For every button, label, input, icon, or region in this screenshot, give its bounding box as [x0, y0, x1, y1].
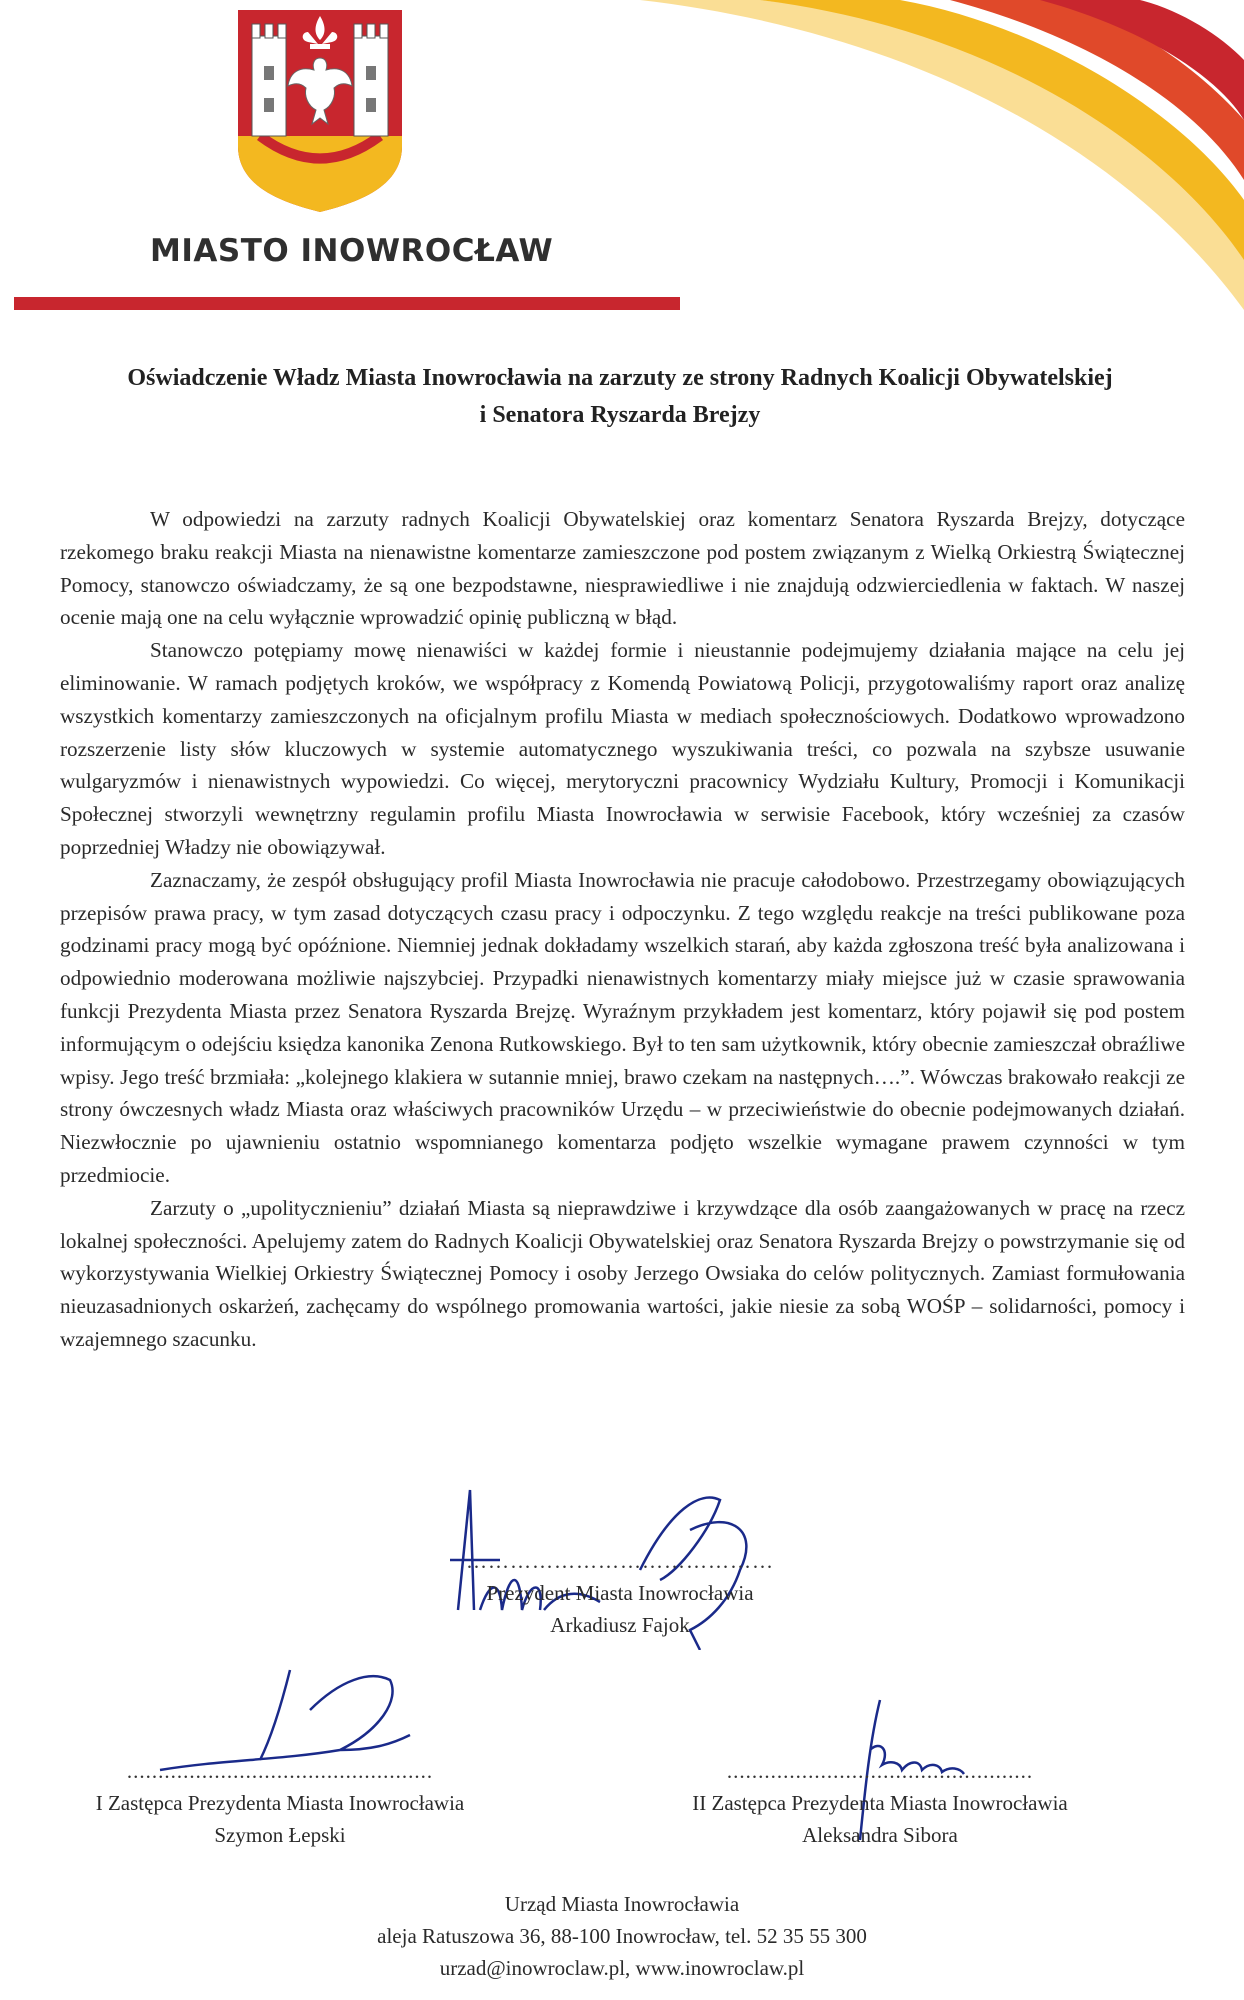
office-contact: urzad@inowroclaw.pl, www.inowroclaw.pl: [439, 1956, 805, 1980]
signature-block-deputy-2: [650, 1755, 1110, 1851]
signature-line: ……………………………………: [466, 1549, 774, 1573]
paragraph: Stanowczo potępiamy mowę nienawiści w każdej formie i nieustannie podejmujemy działania mające na celu jej eliminowanie. W ramach podjętych kroków, we współpracy z Komendą Powiatową Policji, przygotowaliśmy raport oraz analizę wszystkich komentarzy zamieszczonych na oficjalnym profilu Miasta w mediach społecznościowych. Dodatkowo wprowadzono rozszerzenie listy słów kluczowych w systemie automatycznego wyszukiwania treści, co pozwala na szybsze usuwanie wulgaryzmów i nienawistnych wypowiedzi. Co więcej, merytoryczni pracownicy Wydziału Kultury, Promocji i Komunikacji Społecznej stworzyli wewnętrzny regulamin profilu Miasta Inowrocławia w serwisie Facebook, który wcześniej za czasów poprzedniej Władzy nie obowiązywał.: [60, 638, 1185, 859]
signatory-name: Aleksandra Sibora: [802, 1823, 958, 1847]
office-name: Urząd Miasta Inowrocławia: [504, 1892, 740, 1916]
header-red-bar: [14, 297, 680, 310]
coat-of-arms-icon: [230, 6, 410, 216]
signatory-name: Szymon Łepski: [214, 1823, 346, 1847]
office-footer: [0, 1888, 1244, 1984]
statement-body: [60, 503, 1185, 1356]
paragraph: Zaznaczamy, że zespół obsługujący profil Miasta Inowrocławia nie pracuje całodobowo. Przestrzegamy obowiązujących przepisów prawa pracy, w tym zasad dotyczących czasu pracy i odpoczynku. Z tego względu reakcje na treści publikowane poza godzinami pracy mogą być opóźnione. Niemniej jednak dokładamy wszelkich starań, aby każda zgłoszona treść była analizowana i odpowiednio moderowana możliwie najszybciej. Przypadki nienawistnych komentarzy miały miejsce już w czasie sprawowania funkcji Prezydenta Miasta przez Senatora Ryszarda Brejzę. Wyraźnym przykładem jest komentarz, który pojawił się pod postem informującym o odejściu księdza kanonika Zenona Rutkowskiego. Był to ten sam użytkownik, który obecnie zamieszczał obraźliwe wpisy. Jego treść brzmiała: „kolejnego klakiera w sutannie mniej, brawo czekam na następnych….”. Wówczas brakowało reakcji ze strony ówczesnych władz Miasta oraz właściwych pracowników Urzędu – w przeciwieństwie do obecnie podejmowanych działań. Niezwłocznie po ujawnieniu ostatnio wspomnianego komentarza podjęto wszelkie wymagane prawem czynności w tym przedmiocie.: [60, 867, 1185, 1187]
corner-swoosh-decoration: [0, 0, 1244, 340]
signature-line: .................................................: [126, 1759, 434, 1783]
title-line-1: Oświadczenie Władz Miasta Inowrocławia na zarzuty ze strony Radnych Koalicji Obywatelskiej: [127, 365, 1113, 391]
paragraph: Zarzuty o „upolitycznieniu” działań Miasta są nieprawdziwe i krzywdzące dla osób zaangażowanych w pracę na rzecz lokalnej społeczności. Apelujemy zatem do Radnych Koalicji Obywatelskiej oraz Senatora Ryszarda Brejzy o powstrzymanie się od wykorzystywania Wielkiej Orkiestry Świątecznej Pomocy i osoby Jerzego Owsiaka do celów politycznych. Zamiast formułowania nieuzasadnionych oskarżeń, zachęcamy do wspólnego promowania wartości, jakie niesie za sobą WOŚP – solidarności, pomocy i wzajemnego szacunku.: [60, 1195, 1185, 1351]
title-line-2: i Senatora Ryszarda Brejzy: [479, 402, 761, 428]
office-address: aleja Ratuszowa 36, 88-100 Inowrocław, tel. 52 35 55 300: [377, 1924, 867, 1948]
city-name-logo-text: MIASTO INOWROCŁAW: [150, 233, 554, 269]
signature-block-president: [440, 1545, 800, 1641]
signatory-name: Arkadiusz Fajok: [550, 1613, 690, 1637]
signature-block-deputy-1: [50, 1755, 510, 1851]
signature-line: .................................................: [726, 1759, 1034, 1783]
signatory-role: I Zastępca Prezydenta Miasta Inowrocławia: [95, 1791, 465, 1815]
paragraph: W odpowiedzi na zarzuty radnych Koalicji Obywatelskiej oraz komentarz Senatora Ryszarda Brejzy, dotyczące rzekomego braku reakcji Miasta na nienawistne komentarze zamieszczone pod postem związanym z Wielką Orkiestrą Świątecznej Pomocy, stanowczo oświadczamy, że są one bezpodstawne, niesprawiedliwe i nie znajdują odzwierciedlenia w faktach. W naszej ocenie mają one na celu wyłącznie wprowadzić opinię publiczną w błąd.: [60, 507, 1185, 630]
signatory-role: Prezydent Miasta Inowrocławia: [486, 1581, 754, 1605]
signatory-role: II Zastępca Prezydenta Miasta Inowrocławia: [692, 1791, 1068, 1815]
statement-title: [40, 360, 1200, 434]
